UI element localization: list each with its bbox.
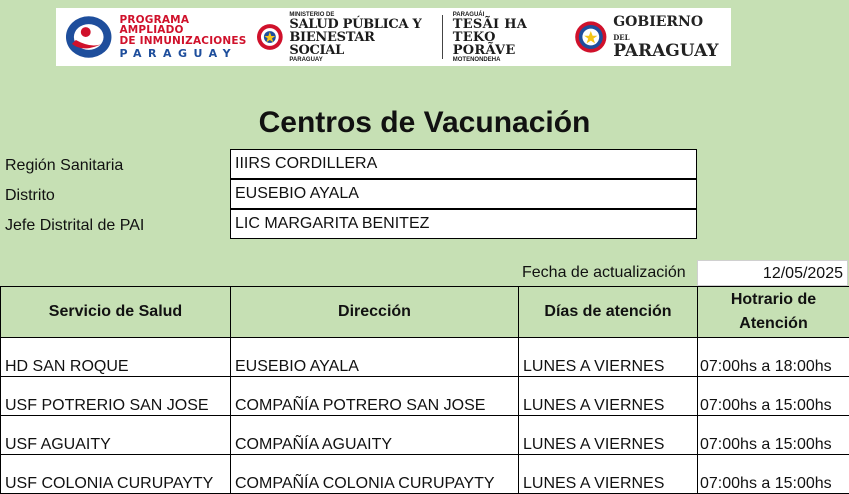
cell-horario[interactable]: 07:00hs a 15:00hs (698, 416, 849, 455)
table-row (1, 377, 849, 416)
gobierno-logo (574, 15, 723, 60)
pai-line-3: PARAGUAY (119, 47, 238, 61)
institutional-banner (56, 8, 731, 66)
jefe-label: Jefe Distrital de PAI (5, 217, 145, 234)
ministry-logo (256, 12, 574, 63)
table-row (1, 455, 849, 494)
header-servicio[interactable]: Servicio de Salud (1, 287, 231, 338)
logo-divider (442, 15, 443, 59)
table-row (1, 338, 849, 377)
cell-servicio[interactable]: USF COLONIA CURUPAYTY (1, 455, 231, 494)
cell-direccion[interactable]: COMPAÑÍA COLONIA CURUPAYTY (231, 455, 519, 494)
header-horario[interactable]: Hotrario de Atención (698, 287, 849, 338)
cell-direccion[interactable]: EUSEBIO AYALA (231, 338, 519, 377)
ministry-line-1: SALUD PÚBLICA Y (289, 16, 422, 32)
cell-horario[interactable]: 07:00hs a 15:00hs (698, 377, 849, 416)
pai-logo-icon (64, 14, 113, 60)
table-row (1, 416, 849, 455)
tesai-sub: MOTENONDEHA (452, 56, 501, 63)
region-label: Región Sanitaria (5, 157, 124, 174)
tesai-line-2: PORÃVE (452, 42, 516, 58)
update-date-label: Fecha de actualización (522, 264, 686, 281)
gobierno-seal-icon (574, 20, 608, 54)
update-date-cell[interactable]: 12/05/2025 (697, 260, 848, 286)
cell-dias[interactable]: LUNES A VIERNES (519, 455, 698, 494)
cell-dias[interactable]: LUNES A VIERNES (519, 377, 698, 416)
gobierno-del: DEL (613, 32, 630, 42)
tesai-line-1: TESÃI HA TEKO (452, 16, 528, 45)
table-header-row (1, 287, 849, 338)
region-value-cell[interactable]: IIIRS CORDILLERA (230, 149, 697, 179)
tesai-small: PARAGUÁI (452, 11, 485, 18)
header-direccion[interactable]: Dirección (231, 287, 519, 338)
ministry-small: MINISTERIO DE (289, 11, 335, 18)
cell-horario[interactable]: 07:00hs a 15:00hs (698, 455, 849, 494)
gobierno-line-1: GOBIERNO (613, 13, 704, 30)
cell-servicio[interactable]: HD SAN ROQUE (1, 338, 231, 377)
national-seal-icon (256, 23, 284, 51)
cell-dias[interactable]: LUNES A VIERNES (519, 416, 698, 455)
jefe-value-cell[interactable]: LIC MARGARITA BENITEZ (230, 209, 697, 239)
pai-line-1: PROGRAMA AMPLIADO (119, 13, 190, 37)
pai-line-2: DE INMUNIZACIONES (119, 34, 247, 47)
ministry-line-2: BIENESTAR SOCIAL (289, 29, 375, 58)
pai-logo (64, 14, 256, 60)
page-title: Centros de Vacunación (258, 106, 591, 139)
vaccination-centers-table (0, 286, 849, 494)
cell-horario[interactable]: 07:00hs a 18:00hs (698, 338, 849, 377)
header-dias[interactable]: Días de atención (519, 287, 698, 338)
cell-servicio[interactable]: USF POTRERIO SAN JOSE (1, 377, 231, 416)
gobierno-line-2: PARAGUAY (613, 40, 719, 61)
cell-direccion[interactable]: COMPAÑÍA POTRERO SAN JOSE (231, 377, 519, 416)
cell-dias[interactable]: LUNES A VIERNES (519, 338, 698, 377)
cell-direccion[interactable]: COMPAÑÍA AGUAITY (231, 416, 519, 455)
distrito-label: Distrito (5, 187, 55, 204)
ministry-sub: PARAGUAY (289, 56, 323, 63)
distrito-value-cell[interactable]: EUSEBIO AYALA (230, 179, 697, 209)
cell-servicio[interactable]: USF AGUAITY (1, 416, 231, 455)
